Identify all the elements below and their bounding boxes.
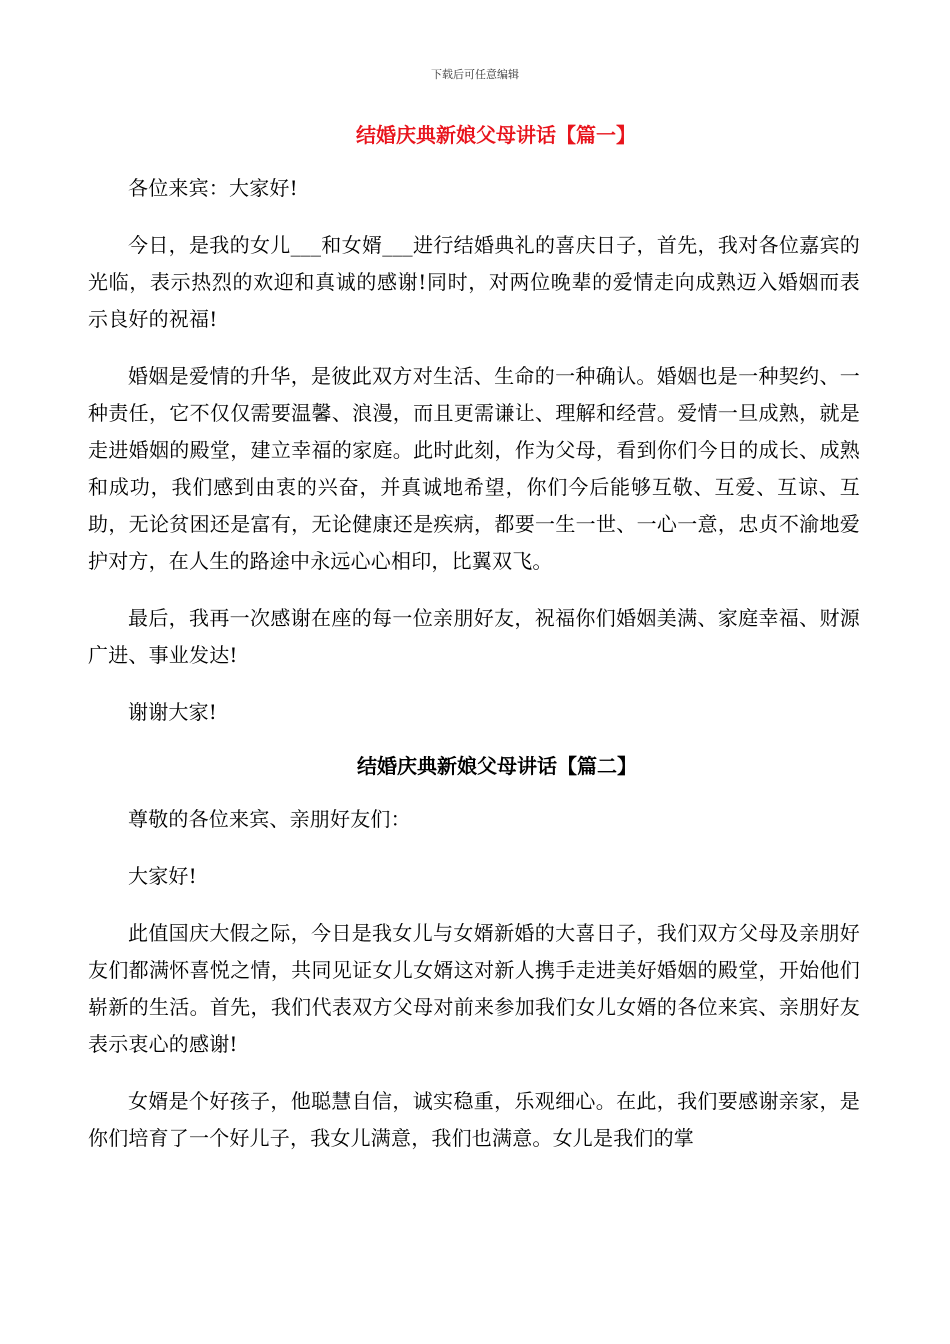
document-body: [88, 120, 860, 1177]
section-2-title: 结婚庆典新娘父母讲话【篇二】: [357, 754, 637, 778]
section-2-paragraph-2: 大家好!: [128, 864, 197, 888]
section-2-paragraph-1: 尊敬的各位来宾、亲朋好友们：: [128, 807, 411, 831]
section-2-paragraph-3: 此值国庆大假之际，今日是我女儿与女婿新婚的大喜日子，我们双方父母及亲朋好友们都满怀喜悦之情，共同见证女儿女婿这对新人携手走进美好婚姻的殿堂，开始他们崭新的生活。首先，我们代表双方父母对前来参加我们女儿女婿的各位来宾、亲朋好友表示衷心的感谢!: [88, 921, 860, 1056]
section-1-paragraph-5: 谢谢大家!: [128, 700, 218, 724]
section-2-paragraph-4: 女婿是个好孩子，他聪慧自信，诚实稳重，乐观细心。在此，我们要感谢亲家，是你们培育了一个好儿子，我女儿满意，我们也满意。女儿是我们的掌: [88, 1089, 860, 1150]
header-note: 下载后可任意编辑: [431, 68, 519, 81]
section-1-paragraph-3: 婚姻是爱情的升华，是彼此双方对生活、生命的一种确认。婚姻也是一种契约、一种责任，它不仅仅需要温馨、浪漫，而且更需谦让、理解和经营。爱情一旦成熟，就是走进婚姻的殿堂，建立幸福的家庭。此时此刻，作为父母，看到你们今日的成长、成熟和成功，我们感到由衷的兴奋，并真诚地希望，你们今后能够互敬、互爱、互谅、互助，无论贫困还是富有，无论健康还是疾病，都要一生一世、一心一意，忠贞不渝地爱护对方，在人生的路途中永远心心相印，比翼双飞。: [88, 364, 860, 573]
section-1-title: 结婚庆典新娘父母讲话【篇一】: [356, 123, 636, 147]
section-1-paragraph-4: 最后，我再一次感谢在座的每一位亲朋好友，祝福你们婚姻美满、家庭幸福、财源广进、事业发达!: [88, 606, 860, 667]
section-1-paragraph-1: 各位来宾：大家好!: [128, 176, 298, 200]
section-1-paragraph-2: 今日，是我的女儿___和女婿___进行结婚典礼的喜庆日子，首先，我对各位嘉宾的光临，表示热烈的欢迎和真诚的感谢!同时，对两位晚辈的爱情走向成熟迈入婚姻而表示良好的祝福!: [88, 233, 860, 331]
